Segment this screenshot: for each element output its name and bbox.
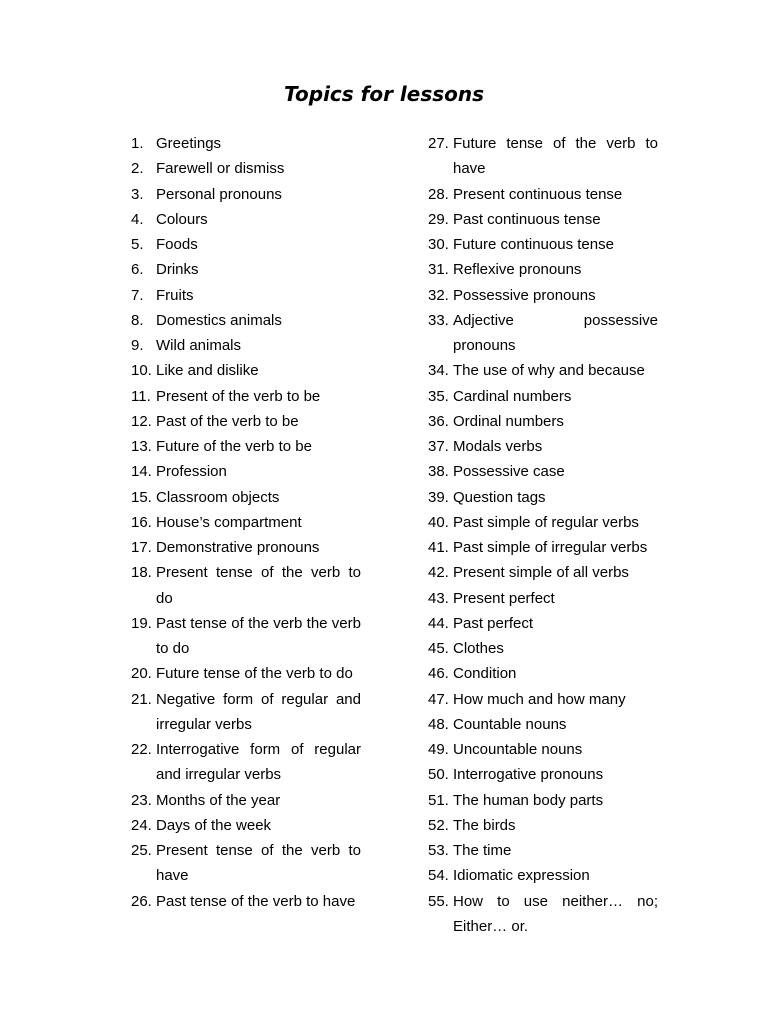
list-item-text: Possessive pronouns [453,286,596,304]
list-item-number: 18. [131,564,152,582]
list-item-number: 39. [428,488,449,506]
list-item-text: The birds [453,816,516,834]
list-item-text: Classroom objects [156,488,280,506]
list-item-text: Present simple of all verbs [453,564,629,582]
list-item-number: 11. [131,387,151,405]
page-title: Topics for lessons [283,82,485,106]
list-item-text: Countable nouns [453,715,567,733]
list-item-text: Past perfect [453,614,534,632]
list-item-text: House’s compartment [156,513,302,531]
list-item-text: Ordinal numbers [453,412,564,430]
list-item-text: Past tense of the verb to have [156,892,356,910]
list-item [428,661,658,686]
list-item [428,358,658,383]
list-item-text: Wild animals [156,337,242,354]
list-item-number: 55. [428,892,449,910]
list-item-number: 8. [131,311,144,329]
list-item-text: Question tags [453,488,546,506]
list-item-text: Foods [156,236,198,253]
topics-list-right [428,131,658,939]
list-item-text: Possessive case [453,463,565,481]
list-item-text: Drinks [156,261,199,279]
list-item-number: 38. [428,463,449,481]
list-item [428,283,658,308]
list-item-text: Past continuous tense [453,210,601,228]
list-item-number: 47. [428,690,449,708]
list-item [131,409,361,434]
list-item [428,535,658,560]
list-item-text: How much and how many [453,690,626,708]
list-item-text: Modals verbs [453,438,543,455]
list-item-number: 19. [131,614,152,632]
list-item [131,182,361,207]
list-item-text: Reflexive pronouns [453,261,582,279]
list-item [131,232,361,257]
list-item [428,889,658,940]
list-item-number: 42. [428,564,449,582]
list-item-number: 15. [131,488,152,506]
list-item [428,813,658,838]
list-item [428,687,658,712]
list-item-text: Like and dislike [156,362,259,380]
list-item-text: Present continuous tense [453,185,623,203]
list-item-text: Future of the verb to be [156,438,312,455]
list-item-number: 27. [428,135,449,152]
list-item-number: 44. [428,614,449,632]
list-item [428,485,658,510]
list-item-text: Past of the verb to be [156,412,299,430]
list-item [428,863,658,888]
list-item [428,737,658,762]
list-item-number: 24. [131,816,152,834]
list-item-text: Personal pronouns [156,185,282,203]
list-item [428,434,658,459]
list-item-text: Future tense of the verb to have [453,135,658,178]
list-item-text: The human body parts [453,791,604,809]
list-item [428,257,658,282]
list-item-number: 17. [131,539,152,556]
list-item-text: The use of why and because [453,362,645,380]
list-item-text: Present tense of the verb to have [156,842,361,885]
list-item [428,712,658,737]
list-item-text: Interrogative pronouns [453,766,604,784]
list-item [131,560,361,611]
list-item-number: 43. [428,589,449,607]
list-item-number: 52. [428,816,449,834]
list-item-text: Demonstrative pronouns [156,539,320,556]
list-item-number: 13. [131,438,152,455]
list-item-text: Farewell or dismiss [156,160,285,178]
list-item [428,182,658,207]
list-item [131,283,361,308]
list-item-text: Future tense of the verb to do [156,665,353,683]
list-item-text: The time [453,842,512,859]
list-item [428,308,658,359]
list-item-number: 2. [131,160,144,178]
list-item-number: 14. [131,463,152,481]
list-item-number: 22. [131,741,152,758]
list-item-number: 34. [428,362,449,380]
list-item [131,737,361,788]
list-item [428,838,658,863]
list-item-text: Present of the verb to be [156,387,321,405]
list-item-number: 23. [131,791,152,809]
topics-list-left [131,131,361,914]
list-item [131,131,361,156]
list-item [131,687,361,738]
list-item [131,661,361,686]
list-item-number: 40. [428,513,449,531]
list-item [428,131,658,182]
list-item-number: 28. [428,185,449,203]
list-item [131,459,361,484]
list-item [428,788,658,813]
list-item [131,788,361,813]
list-item [428,586,658,611]
list-item-text: Colours [156,210,208,228]
list-item [131,333,361,358]
list-item [131,838,361,889]
list-item-number: 20. [131,665,152,683]
list-item-number: 33. [428,311,449,329]
list-item-text: Condition [453,665,517,683]
list-item-text: Past simple of irregular verbs [453,539,648,556]
list-item-number: 30. [428,236,449,253]
list-item-number: 53. [428,842,449,859]
list-item-number: 5. [131,236,144,253]
list-item [131,813,361,838]
list-item-text: Present tense of the verb to do [156,564,361,607]
list-item [428,560,658,585]
list-item-number: 37. [428,438,449,455]
list-item-text: Greetings [156,135,222,152]
list-item-text: Months of the year [156,791,281,809]
list-item-text: Present perfect [453,589,555,607]
list-item-number: 48. [428,715,449,733]
list-item [131,308,361,333]
list-item-number: 10. [131,362,152,380]
list-item-number: 21. [131,690,152,708]
list-item-number: 32. [428,286,449,304]
list-item-number: 36. [428,412,449,430]
list-item-number: 25. [131,842,152,859]
list-item-number: 46. [428,665,449,683]
list-item [428,409,658,434]
list-item [428,459,658,484]
list-item-text: Past simple of regular verbs [453,513,639,531]
list-item [131,535,361,560]
list-item-text: Fruits [156,286,194,304]
list-item [428,384,658,409]
list-item [131,434,361,459]
list-item-number: 6. [131,261,144,279]
list-item-text: Interrogative form of regular and irregular verbs [156,741,361,784]
list-item-text: Domestics animals [156,311,282,329]
list-item-number: 3. [131,185,144,203]
list-item-number: 41. [428,539,449,556]
list-item-number: 49. [428,741,449,758]
list-item [428,636,658,661]
list-item-text: Uncountable nouns [453,741,583,758]
list-item-text: Profession [156,463,227,481]
list-item-text: How to use neither… no; Either… or. [453,892,658,935]
list-item [131,358,361,383]
list-item-text: Days of the week [156,816,272,834]
list-item-number: 50. [428,766,449,784]
list-item [131,207,361,232]
list-item [131,510,361,535]
list-item-text: Negative form of regular and irregular verbs [156,690,361,733]
list-item [131,485,361,510]
list-item-number: 31. [428,261,449,279]
list-item-text: Adjective possessive pronouns [453,311,658,354]
list-item-number: 51. [428,791,449,809]
list-item-number: 54. [428,867,449,885]
list-item-number: 26. [131,892,152,910]
list-item [428,232,658,257]
list-item-number: 4. [131,210,144,228]
list-item-text: Past tense of the verb the verb to do [156,614,361,657]
list-item-text: Idiomatic expression [453,867,590,885]
list-item [131,257,361,282]
list-item-number: 12. [131,412,152,430]
list-item [428,611,658,636]
list-item-number: 7. [131,286,144,304]
list-item [131,156,361,181]
list-item-number: 35. [428,387,449,405]
list-item-number: 9. [131,337,144,354]
list-item [131,611,361,662]
list-item [428,207,658,232]
list-item-text: Cardinal numbers [453,387,572,405]
list-item-number: 29. [428,210,449,228]
list-item-text: Clothes [453,640,504,657]
list-item-number: 1. [131,135,144,152]
list-item-text: Future continuous tense [453,236,614,253]
list-item-number: 16. [131,513,152,531]
list-item [131,889,361,914]
list-item-number: 45. [428,640,449,657]
list-item [428,510,658,535]
list-item [131,384,361,409]
list-item [428,762,658,787]
